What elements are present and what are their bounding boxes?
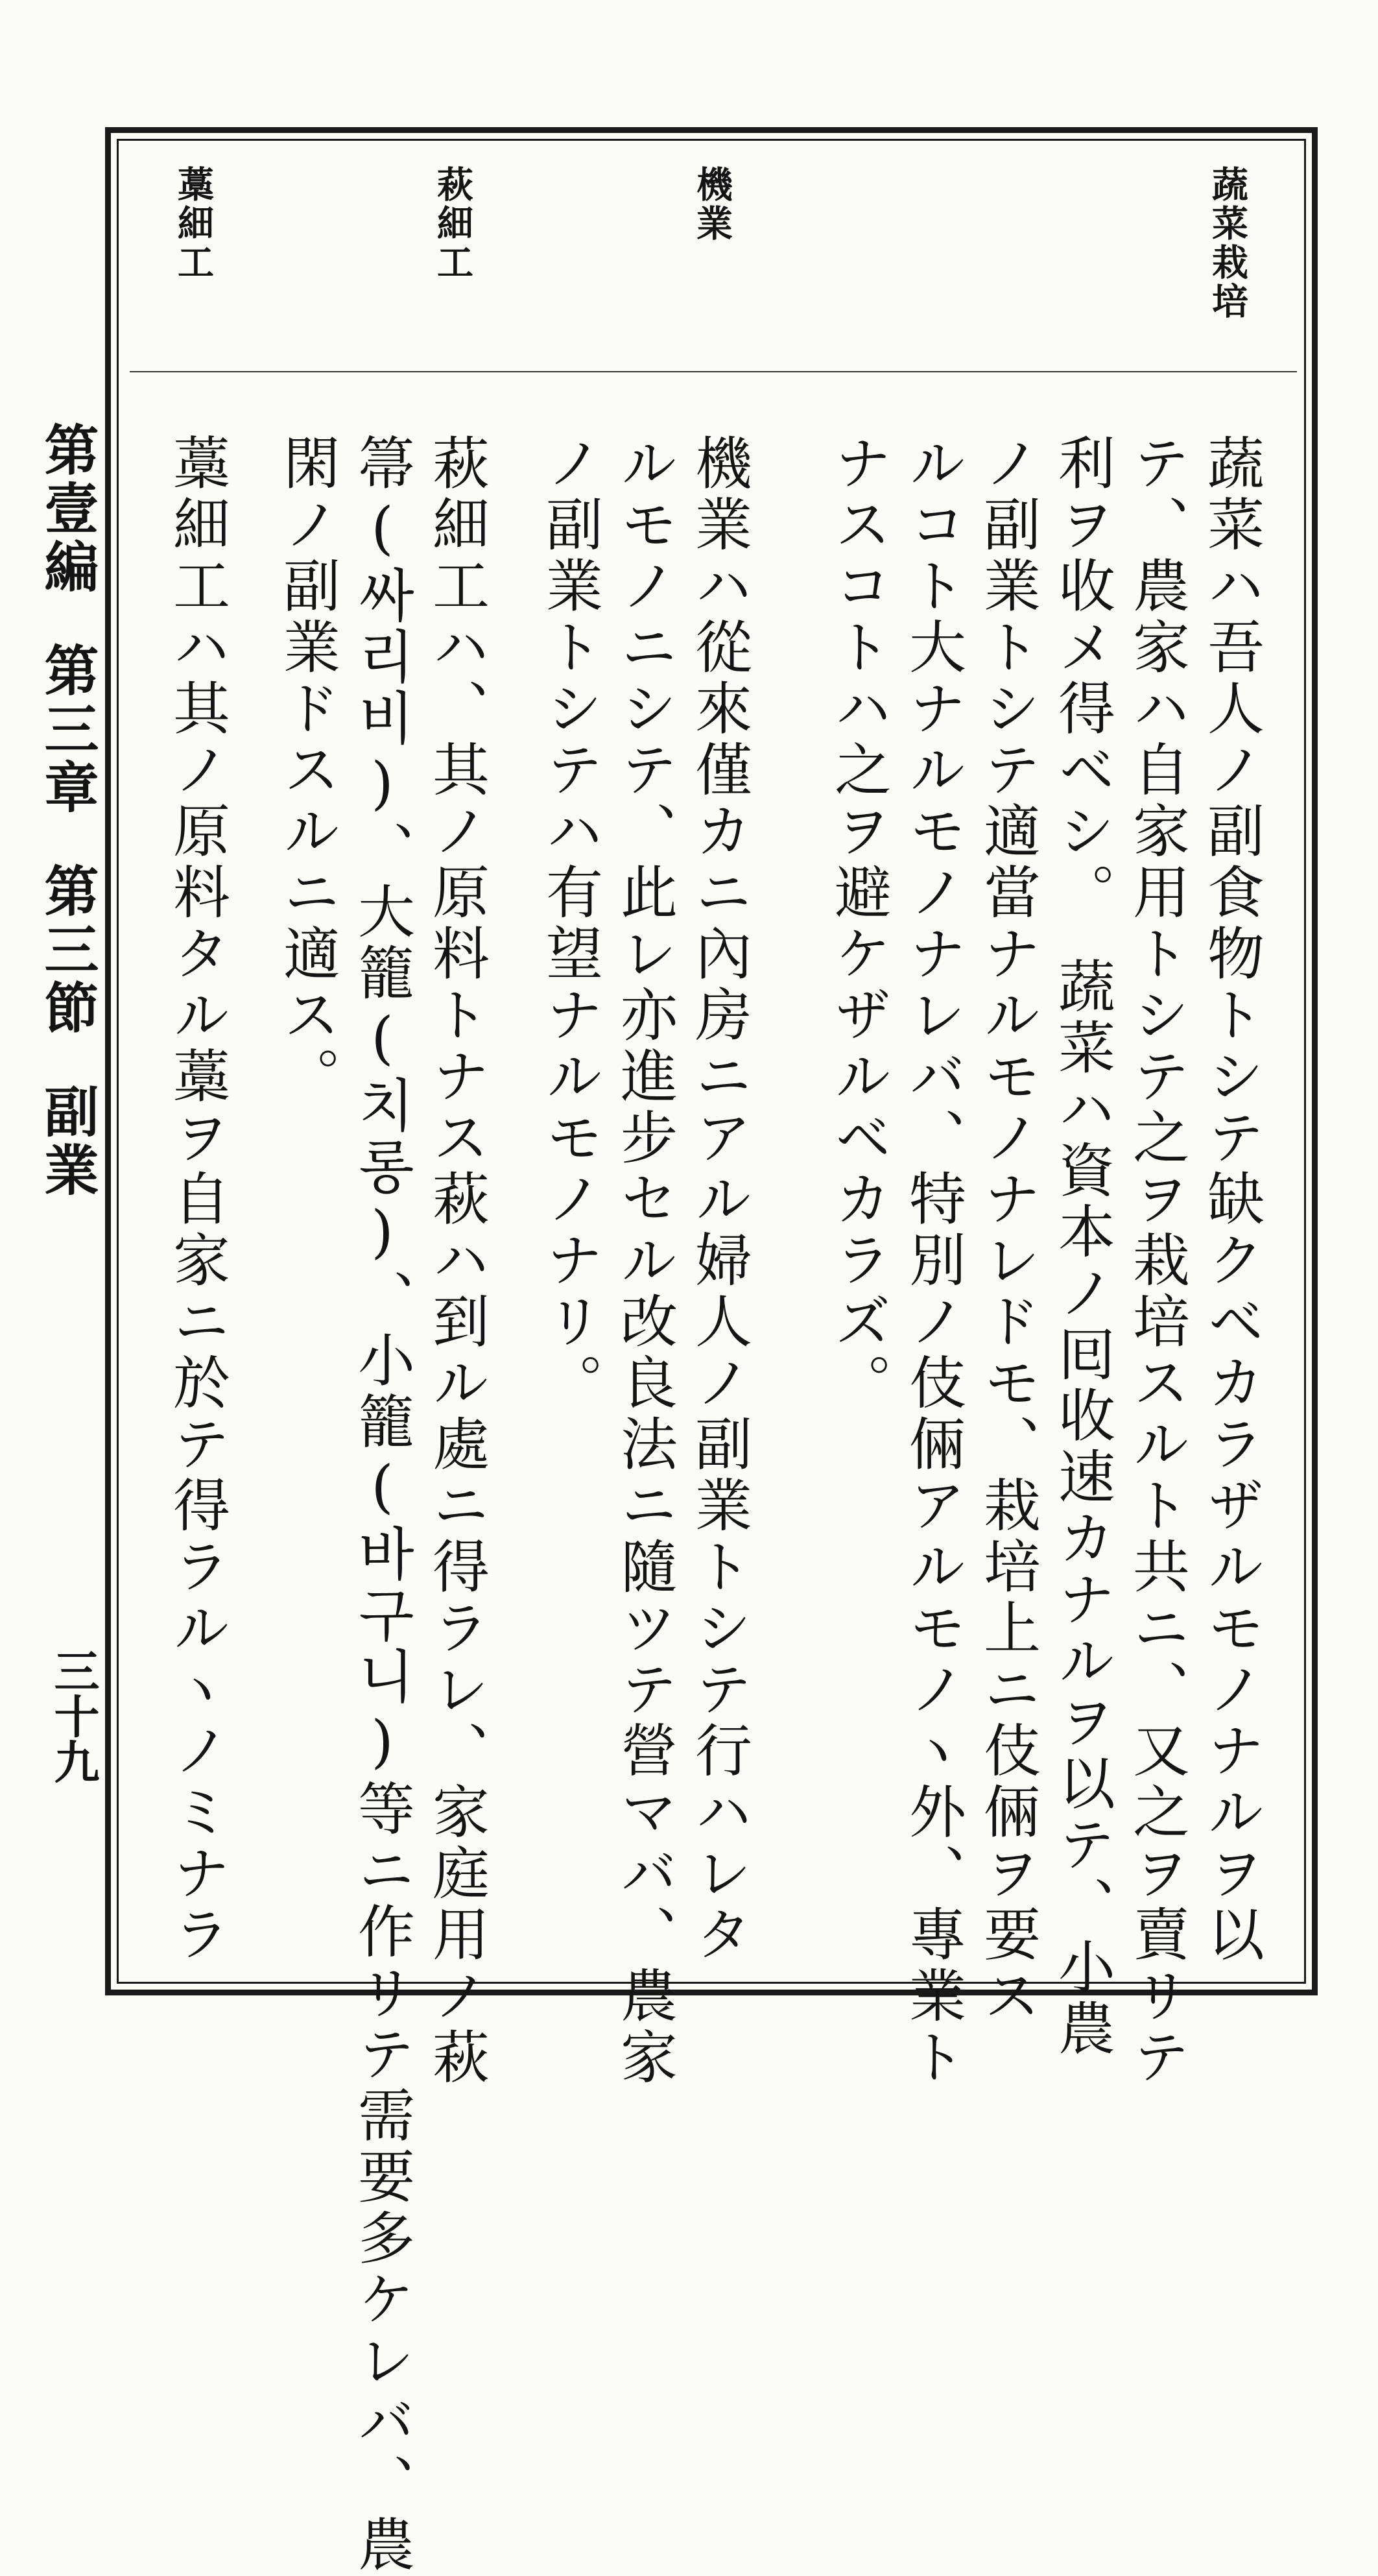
text-column: ルコト大ナルモノナレバ、特別ノ伎倆アルモノヽ外、專業ト	[900, 433, 967, 2089]
running-head-section: 第三節	[36, 863, 100, 1038]
text-column: ルモノニシテ、此レ亦進步セル改良法ニ隨ツテ營マバ、農家	[612, 433, 678, 2089]
text-column: 利ヲ收メ得ベシ。 蔬菜ハ資本ノ囘收速カナルヲ以テ、小農	[1049, 433, 1116, 2060]
text-column: ナスコトハ之ヲ避ケザルベカラズ。	[826, 433, 892, 1414]
headnote-vegetable-cultivation: 蔬菜栽培	[1206, 165, 1249, 321]
page-number: 三十九	[47, 1648, 101, 1784]
text-column: テ、農家ハ自家用トシテ之ヲ栽培スルト共ニ、又之ヲ賣リテ	[1124, 433, 1191, 2089]
running-head-topic: 副業	[36, 1083, 100, 1200]
text-column: 萩細工ハ、其ノ原料トナス萩ハ到ル處ニ得ラレ、家庭用ノ萩	[423, 433, 490, 2089]
headnote-bush-clover-craft: 萩細工	[431, 165, 474, 282]
running-head-part: 第壹編	[36, 422, 100, 597]
headnote-straw-craft: 藁細工	[172, 165, 215, 282]
text-column: ノ副業トシテハ有望ナルモノナリ。	[537, 433, 604, 1414]
running-head-chapter: 第三章	[36, 642, 100, 817]
text-column: ノ副業トシテ適當ナルモノナレドモ、栽培上ニ伎倆ヲ要ス	[975, 433, 1041, 2027]
text-column: 箒(싸리비)、大籠(치롱)、小籠(바구니)等ニ作リテ需要多ケレバ、農	[349, 433, 416, 2576]
headnote-weaving: 機業	[691, 165, 733, 243]
text-column: 機業ハ從來僅カニ內房ニアル婦人ノ副業トシテ行ハレタ	[686, 433, 753, 1966]
running-head	[36, 422, 100, 1200]
text-column: 藁細工ハ其ノ原料タル藁ヲ自家ニ於テ得ラルヽノミナラ	[164, 433, 231, 1966]
headnote-divider	[130, 371, 1297, 372]
text-column: 蔬菜ハ吾人ノ副食物トシテ缺クベカラザルモノナルヲ以	[1198, 433, 1265, 1966]
text-column: 閑ノ副業ドスルニ適ス。	[274, 433, 341, 1108]
